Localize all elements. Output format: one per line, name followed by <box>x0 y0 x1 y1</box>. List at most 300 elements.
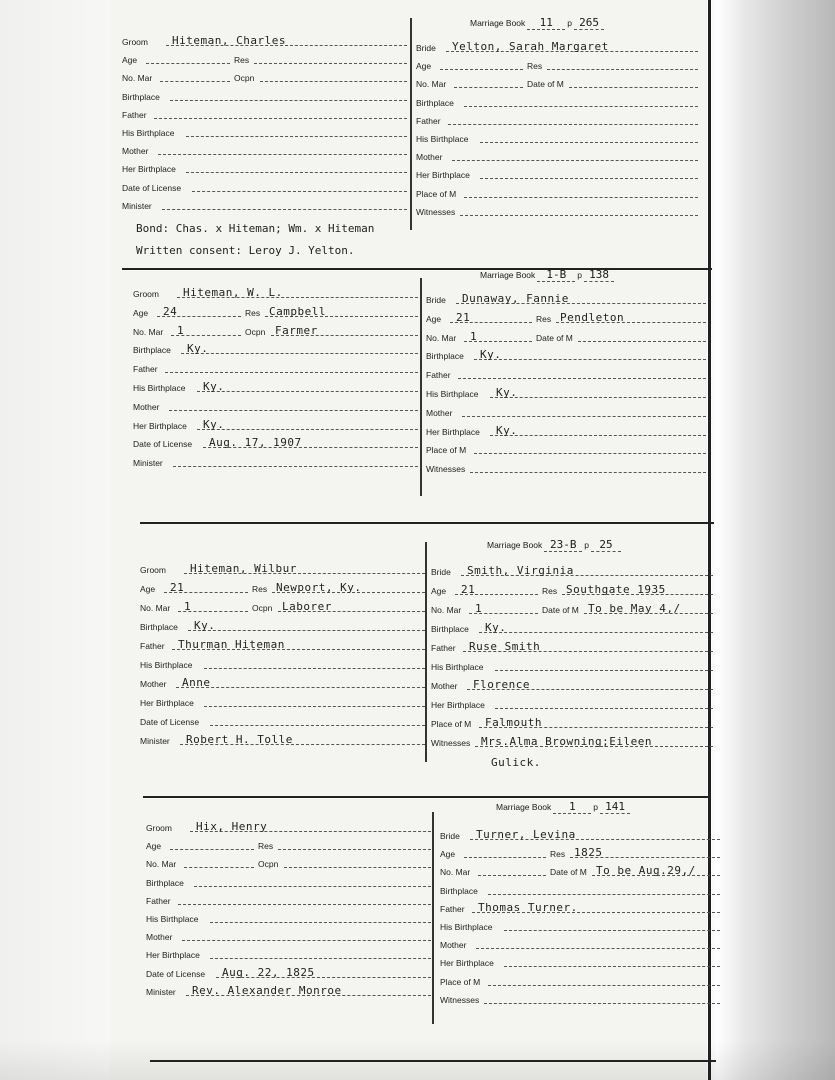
bride-witnesses-line <box>470 472 706 473</box>
bride-bride-label: Bride <box>426 295 446 305</box>
groom-ocpn-label: Ocpn <box>258 859 279 870</box>
groom-minister-line <box>162 209 407 210</box>
bride-res-label: Res <box>527 61 543 72</box>
bride-witnesses-label: Witnesses <box>416 206 456 217</box>
page-label: p <box>584 540 590 550</box>
bride-row-mother <box>426 405 706 419</box>
groom-birthplace-value: Ky. <box>194 619 216 632</box>
bride-bride-label: Bride <box>416 43 436 53</box>
groom-row-father <box>140 638 425 652</box>
bride-row-witnesses <box>416 204 698 218</box>
bride-mother-label: Mother <box>416 152 443 163</box>
groom-his-birthplace-label: His Birthplace <box>146 914 199 924</box>
groom-ocpn-value: Farmer <box>275 323 318 337</box>
column-divider <box>420 278 422 496</box>
bride-age-label: Age <box>426 313 442 324</box>
groom-no-mar-label: No. Mar <box>140 603 171 613</box>
bride-place-of-m-line <box>474 453 706 454</box>
groom-date-of-license-line <box>210 725 425 726</box>
bride-birthplace-value: Ky. <box>480 348 502 362</box>
bride-date-of-m-line <box>569 87 698 88</box>
bride-row-birthplace <box>416 95 698 109</box>
bride-father-label: Father <box>431 643 456 653</box>
bride-row-her_birthplace <box>416 167 698 181</box>
groom-row-name <box>146 820 431 834</box>
bride-mother-label: Mother <box>440 940 467 951</box>
bride-her-birthplace-label: Her Birthplace <box>416 170 470 181</box>
bride-witnesses-value-2: Gulick. <box>491 756 541 769</box>
groom-ocpn-value: Laborer <box>282 600 332 613</box>
groom-minister-label: Minister <box>133 458 163 469</box>
groom-mother-line <box>182 940 431 941</box>
bride-his-birthplace-label: His Birthplace <box>431 662 484 672</box>
page-label: p <box>593 802 599 812</box>
bride-no-mar-value: 1 <box>475 602 483 615</box>
groom-name-value: Hix, Henry <box>196 820 268 833</box>
groom-birthplace-line <box>188 630 425 631</box>
groom-row-minister <box>146 984 431 998</box>
page-number: 141 <box>600 800 630 814</box>
groom-res-line <box>254 63 407 64</box>
groom-father-label: Father <box>146 895 171 906</box>
bride-his-birthplace-line <box>495 670 713 671</box>
groom-birthplace-label: Birthplace <box>133 345 171 356</box>
marriage-record-card <box>0 268 835 542</box>
groom-ocpn-line <box>284 867 431 868</box>
page-label: p <box>577 270 583 280</box>
groom-no-mar-line <box>160 81 230 82</box>
groom-his-birthplace-label: His Birthplace <box>140 660 193 670</box>
marriage-book-number: 1 <box>553 800 591 814</box>
groom-age-label: Age <box>140 584 156 594</box>
page-number: 138 <box>584 268 614 282</box>
groom-name-value: Hiteman, Charles <box>172 34 286 47</box>
groom-minister-line <box>173 466 418 467</box>
bride-witnesses-label: Witnesses <box>426 464 466 475</box>
groom-mother-label: Mother <box>133 401 160 412</box>
groom-her-birthplace-line <box>204 706 425 707</box>
groom-date-of-license-label: Date of License <box>140 717 200 727</box>
column-divider <box>410 18 412 230</box>
groom-birthplace-label: Birthplace <box>140 622 178 632</box>
marriage-book-ref <box>487 538 621 552</box>
bride-row-place_of_m <box>416 186 698 200</box>
groom-minister-label: Minister <box>146 986 176 997</box>
marriage-book-label: Marriage Book <box>496 802 552 812</box>
bride-no-mar-value: 1 <box>470 329 478 343</box>
groom-row-no_mar <box>133 324 418 338</box>
groom-row-age <box>122 52 407 66</box>
bride-row-his_birthplace <box>416 131 698 145</box>
bride-res-label: Res <box>550 849 566 860</box>
groom-age-label: Age <box>122 55 138 66</box>
groom-row-her_birthplace <box>146 947 431 961</box>
page-number: 25 <box>591 538 621 552</box>
bride-name-value: Turner, Levina <box>476 828 576 841</box>
bride-row-father <box>440 901 720 915</box>
bride-age-line <box>440 69 523 70</box>
bride-row-no_mar <box>440 864 720 878</box>
groom-mother-line <box>169 410 418 411</box>
groom-row-his_birthplace <box>122 125 407 139</box>
bride-age-label: Age <box>416 61 432 72</box>
marriage-book-ref <box>470 16 604 30</box>
groom-her-birthplace-label: Her Birthplace <box>146 950 200 961</box>
groom-row-her_birthplace <box>122 161 407 175</box>
bride-row-age <box>431 583 713 597</box>
groom-row-date_of_license <box>146 966 431 980</box>
bride-row-age <box>426 311 706 325</box>
groom-row-mother <box>122 143 407 157</box>
groom-minister-label: Minister <box>122 200 152 211</box>
groom-row-name <box>122 34 407 48</box>
bride-father-line <box>448 124 698 125</box>
groom-father-line <box>178 904 431 905</box>
bride-her-birthplace-line <box>480 178 698 179</box>
groom-row-name <box>133 286 418 300</box>
bride-his-birthplace-label: His Birthplace <box>440 922 493 932</box>
marriage-book-number: 11 <box>527 16 565 30</box>
marriage-record-card <box>0 536 835 806</box>
groom-row-date_of_license <box>122 180 407 194</box>
bride-date-of-m-label: Date of M <box>550 867 587 878</box>
groom-groom-label: Groom <box>122 37 148 47</box>
bride-row-witnesses <box>431 735 713 749</box>
groom-her-birthplace-value: Ky. <box>203 417 225 431</box>
groom-birthplace-line <box>194 886 431 887</box>
groom-row-no_mar <box>146 856 431 870</box>
groom-res-value: Newport, Ky. <box>276 581 362 594</box>
groom-date-of-license-label: Date of License <box>146 968 206 979</box>
bride-row-age <box>416 58 698 72</box>
groom-res-label: Res <box>258 841 274 852</box>
groom-res-label: Res <box>245 307 261 318</box>
bride-father-label: Father <box>440 903 465 914</box>
bride-no-mar-line <box>478 875 546 876</box>
bride-birthplace-value: Ky. <box>485 621 507 634</box>
bride-row-witnesses <box>426 461 706 475</box>
groom-her-birthplace-line <box>210 958 431 959</box>
groom-father-line <box>165 372 418 373</box>
bride-date-of-m-label: Date of M <box>527 79 564 90</box>
bride-row-birthplace <box>440 883 720 897</box>
groom-her-birthplace-label: Her Birthplace <box>122 164 176 175</box>
groom-ocpn-label: Ocpn <box>234 73 255 84</box>
bride-her-birthplace-label: Her Birthplace <box>426 426 480 437</box>
marriage-record-card <box>0 12 835 282</box>
card-separator-line <box>140 522 714 524</box>
groom-name-value: Hiteman, W. L. <box>183 286 283 299</box>
bride-father-label: Father <box>426 370 451 381</box>
bride-his-birthplace-line <box>504 930 720 931</box>
groom-row-minister <box>140 733 425 747</box>
bride-age-label: Age <box>431 586 447 596</box>
groom-father-label: Father <box>140 641 165 651</box>
bride-no-mar-line <box>454 87 523 88</box>
groom-row-no_mar <box>140 600 425 614</box>
bride-place-of-m-line <box>488 985 720 986</box>
groom-birthplace-label: Birthplace <box>146 877 184 888</box>
bride-father-line <box>458 378 706 379</box>
bride-name-value: Smith, Virginia <box>467 564 574 577</box>
bride-row-name <box>431 564 713 578</box>
groom-ocpn-label: Ocpn <box>252 603 273 613</box>
groom-row-mother <box>146 929 431 943</box>
bride-row-father <box>416 113 698 127</box>
bride-res-label: Res <box>536 313 552 324</box>
groom-age-value: 21 <box>170 581 185 594</box>
bride-father-label: Father <box>416 115 441 126</box>
bride-no-mar-label: No. Mar <box>440 867 471 878</box>
bride-res-label: Res <box>542 586 558 596</box>
bride-birthplace-line <box>488 894 720 895</box>
bride-age-value: 21 <box>461 583 476 596</box>
marriage-record-card <box>0 800 835 1076</box>
groom-row-her_birthplace <box>140 695 425 709</box>
groom-father-label: Father <box>133 364 158 375</box>
groom-res-line <box>278 849 431 850</box>
groom-no-mar-line <box>184 867 254 868</box>
groom-groom-label: Groom <box>146 823 172 833</box>
groom-row-age <box>133 305 418 319</box>
bride-mother-label: Mother <box>426 407 453 418</box>
groom-row-birthplace <box>146 875 431 889</box>
bride-birthplace-label: Birthplace <box>431 624 469 634</box>
bride-her-birthplace-line <box>495 708 713 709</box>
bride-row-place_of_m <box>440 974 720 988</box>
bride-mother-line <box>462 416 706 417</box>
page-label: p <box>567 18 573 28</box>
groom-mother-label: Mother <box>140 679 167 689</box>
groom-res-label: Res <box>234 55 250 66</box>
groom-her-birthplace-line <box>197 429 418 430</box>
groom-row-mother <box>140 676 425 690</box>
groom-date-of-license-label: Date of License <box>122 182 182 193</box>
bride-age-value: 21 <box>456 310 471 324</box>
groom-row-minister <box>122 198 407 212</box>
groom-name-value: Hiteman, Wilbur <box>190 562 297 575</box>
bride-place-of-m-label: Place of M <box>440 976 481 987</box>
groom-date-of-license-line <box>192 191 407 192</box>
bride-birthplace-line <box>474 359 706 360</box>
marriage-book-label: Marriage Book <box>487 540 543 550</box>
groom-row-his_birthplace <box>140 657 425 671</box>
bride-date-of-m-value: To be Aug.29,/ <box>596 864 696 878</box>
bride-age-line <box>464 857 546 858</box>
groom-groom-label: Groom <box>140 565 166 575</box>
card-separator-line <box>143 796 711 798</box>
record-note: Bond: Chas. x Hiteman; Wm. x Hiteman <box>136 222 375 235</box>
groom-date-of-license-value: Aug. 17, 1907 <box>209 436 302 450</box>
bride-row-no_mar <box>426 330 706 344</box>
groom-age-line <box>146 63 230 64</box>
marriage-book-ref <box>496 800 630 814</box>
bride-row-name <box>440 828 720 842</box>
groom-row-name <box>140 562 425 576</box>
bride-mother-value: Florence <box>473 678 530 691</box>
bride-row-her_birthplace <box>440 955 720 969</box>
marriage-book-ref <box>480 268 614 282</box>
bride-her-birthplace-line <box>490 435 706 436</box>
marriage-book-label: Marriage Book <box>480 270 536 280</box>
bride-her-birthplace-line <box>504 966 720 967</box>
bride-her-birthplace-value: Ky. <box>496 423 518 437</box>
groom-row-age <box>140 581 425 595</box>
groom-row-minister <box>133 455 418 469</box>
groom-row-his_birthplace <box>133 380 418 394</box>
bride-her-birthplace-label: Her Birthplace <box>440 958 494 969</box>
marriage-book-label: Marriage Book <box>470 18 526 28</box>
bride-birthplace-label: Birthplace <box>416 97 454 108</box>
groom-her-birthplace-label: Her Birthplace <box>133 420 187 431</box>
bride-birthplace-label: Birthplace <box>440 885 478 896</box>
groom-his-birthplace-line <box>186 136 407 137</box>
bride-his-birthplace-label: His Birthplace <box>426 389 479 399</box>
bride-row-father <box>431 640 713 654</box>
bride-name-value: Dunaway, Fannie <box>462 292 569 305</box>
bride-witnesses-value: Mrs.Alma Browning;Eileen <box>481 735 652 748</box>
groom-no-mar-label: No. Mar <box>122 73 153 84</box>
bride-mother-line <box>476 948 720 949</box>
groom-row-father <box>146 893 431 907</box>
bride-row-age <box>440 846 720 860</box>
groom-age-line <box>170 849 254 850</box>
bride-res-value: Southgate 1935 <box>566 583 666 596</box>
groom-age-value: 24 <box>163 304 178 318</box>
bride-birthplace-line <box>464 106 698 107</box>
groom-no-mar-value: 1 <box>184 600 192 613</box>
bride-his-birthplace-line <box>480 142 698 143</box>
groom-res-value: Campbell <box>269 304 326 318</box>
bride-row-place_of_m <box>431 716 713 730</box>
groom-father-label: Father <box>122 109 147 120</box>
groom-minister-label: Minister <box>140 736 170 746</box>
groom-row-birthplace <box>140 619 425 633</box>
groom-birthplace-line <box>181 353 418 354</box>
bride-row-name <box>416 40 698 54</box>
bride-his-birthplace-line <box>490 397 706 398</box>
bride-witnesses-line <box>460 215 698 216</box>
bride-row-name <box>426 292 706 306</box>
bride-father-value: Ruse Smith <box>469 640 541 653</box>
card-separator-line <box>122 268 712 270</box>
bride-date-of-m-value: To be May 4,/ <box>588 602 681 615</box>
groom-no-mar-value: 1 <box>177 323 185 337</box>
bride-res-value: 1825 <box>574 846 603 860</box>
groom-minister-value: Robert H. Tolle <box>186 733 293 746</box>
bride-row-place_of_m <box>426 442 706 456</box>
marriage-book-number: 23-B <box>544 538 582 552</box>
bride-row-his_birthplace <box>431 659 713 673</box>
groom-father-value: Thurman Hiteman <box>178 638 285 651</box>
groom-age-label: Age <box>133 307 149 318</box>
groom-row-father <box>133 361 418 375</box>
groom-row-mother <box>133 399 418 413</box>
bride-no-mar-label: No. Mar <box>426 332 457 343</box>
groom-his-birthplace-label: His Birthplace <box>122 128 175 138</box>
groom-his-birthplace-line <box>197 391 418 392</box>
bride-name-value: Yelton, Sarah Margaret <box>452 40 609 53</box>
groom-minister-value: Rev. Alexander Monroe <box>192 983 342 997</box>
marriage-book-number: 1-B <box>537 268 575 282</box>
bride-row-her_birthplace <box>426 424 706 438</box>
groom-mother-label: Mother <box>122 146 149 157</box>
bride-father-value: Thomas Turner. <box>478 900 578 914</box>
bride-res-line <box>547 69 698 70</box>
page-number: 265 <box>574 16 604 30</box>
record-note: Written consent: Leroy J. Yelton. <box>136 244 355 257</box>
bride-row-no_mar <box>431 602 713 616</box>
groom-mother-line <box>176 687 425 688</box>
groom-row-birthplace <box>122 89 407 103</box>
groom-age-label: Age <box>146 841 162 852</box>
bride-no-mar-label: No. Mar <box>416 79 447 90</box>
bride-row-his_birthplace <box>426 386 706 400</box>
bride-birthplace-label: Birthplace <box>426 351 464 362</box>
bride-row-mother <box>440 937 720 951</box>
bride-her-birthplace-label: Her Birthplace <box>431 700 485 710</box>
bride-res-value: Pendleton <box>560 310 625 324</box>
bride-place-of-m-value: Falmouth <box>485 716 542 729</box>
groom-groom-label: Groom <box>133 289 159 299</box>
groom-date-of-license-label: Date of License <box>133 439 193 450</box>
bride-place-of-m-label: Place of M <box>431 719 472 729</box>
groom-res-label: Res <box>252 584 268 594</box>
bride-date-of-m-label: Date of M <box>542 605 579 615</box>
bride-row-father <box>426 367 706 381</box>
groom-row-his_birthplace <box>146 911 431 925</box>
groom-no-mar-label: No. Mar <box>133 326 164 337</box>
bride-age-label: Age <box>440 849 456 860</box>
groom-her-birthplace-line <box>186 172 407 173</box>
groom-ocpn-line <box>260 81 407 82</box>
bride-his-birthplace-value: Ky. <box>496 386 518 399</box>
groom-father-line <box>154 118 407 119</box>
groom-row-birthplace <box>133 342 418 356</box>
groom-row-her_birthplace <box>133 418 418 432</box>
groom-row-age <box>146 838 431 852</box>
bride-row-no_mar <box>416 76 698 90</box>
groom-mother-value: Anne <box>182 676 211 689</box>
groom-birthplace-label: Birthplace <box>122 91 160 102</box>
groom-his-birthplace-line <box>204 668 425 669</box>
groom-row-date_of_license <box>140 714 425 728</box>
groom-ocpn-label: Ocpn <box>245 326 266 337</box>
bride-witnesses-label: Witnesses <box>440 994 480 1005</box>
bride-bride-label: Bride <box>431 567 451 577</box>
groom-his-birthplace-label: His Birthplace <box>133 383 186 393</box>
bride-mother-label: Mother <box>431 681 458 691</box>
bride-row-mother <box>416 149 698 163</box>
groom-his-birthplace-value: Ky. <box>203 380 225 393</box>
groom-birthplace-value: Ky. <box>187 342 209 356</box>
bride-mother-line <box>452 160 698 161</box>
bride-row-witnesses <box>440 992 720 1006</box>
groom-row-no_mar <box>122 70 407 84</box>
groom-mother-label: Mother <box>146 932 173 943</box>
bride-place-of-m-line <box>464 197 698 198</box>
bride-bride-label: Bride <box>440 831 460 841</box>
groom-birthplace-line <box>170 100 407 101</box>
column-divider <box>425 542 427 762</box>
bride-witnesses-label: Witnesses <box>431 738 471 748</box>
bride-row-birthplace <box>426 348 706 362</box>
bride-his-birthplace-label: His Birthplace <box>416 134 469 144</box>
groom-no-mar-label: No. Mar <box>146 859 177 870</box>
bride-place-of-m-label: Place of M <box>426 445 467 456</box>
groom-mother-line <box>158 154 407 155</box>
column-divider <box>432 812 434 1024</box>
